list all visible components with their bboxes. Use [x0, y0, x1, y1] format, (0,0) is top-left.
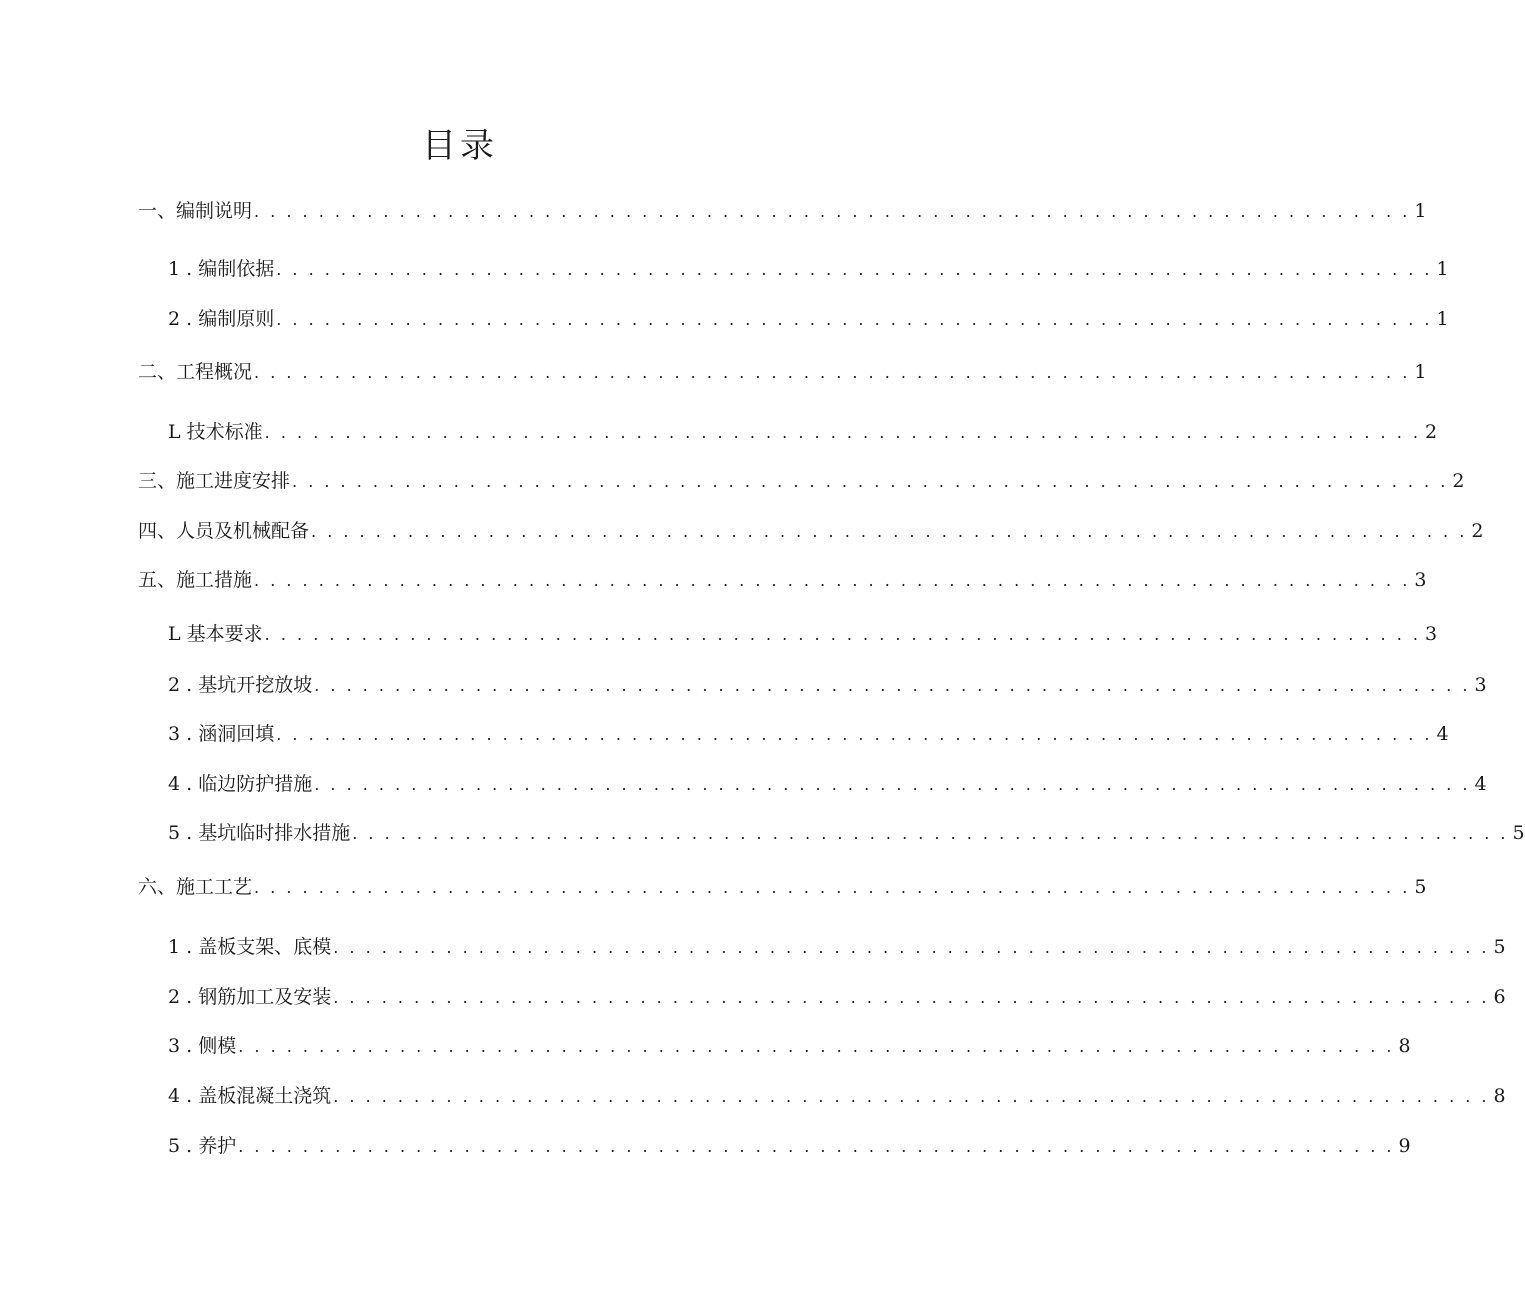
toc-leader: . . . . . . . . . . . . . . . . . . . . . . . . . . . . . . . . . . . . . . . . . . . . . . . . . . . . . . . . . . . . . . . . . . . . . . . .: [254, 202, 1411, 221]
toc-leader: . . . . . . . . . . . . . . . . . . . . . . . . . . . . . . . . . . . . . . . . . . . . . . . . . . . . . . . . . . . . . . . . . . . . . . . .: [276, 725, 1433, 744]
toc-entry-page: 5: [1493, 936, 1506, 958]
toc-entry-label: 一、编制说明: [138, 200, 253, 222]
toc-entry[interactable]: [138, 870, 1427, 898]
toc-entry[interactable]: [168, 252, 1449, 280]
toc-entry-label: 2 . 钢筋加工及安装: [168, 986, 332, 1008]
toc-leader: . . . . . . . . . . . . . . . . . . . . . . . . . . . . . . . . . . . . . . . . . . . . . . . . . . . . . . . . . . . . . . . . . . . . . . . .: [254, 571, 1411, 590]
toc-entry[interactable]: [168, 617, 1438, 645]
toc-entry-label: 5 . 基坑临时排水措施: [168, 822, 351, 844]
toc-leader: . . . . . . . . . . . . . . . . . . . . . . . . . . . . . . . . . . . . . . . . . . . . . . . . . . . . . . . . . . . . . . . . . . . . . . . .: [333, 938, 1490, 957]
toc-entry-label: 六、施工工艺: [138, 876, 253, 898]
toc-leader: . . . . . . . . . . . . . . . . . . . . . . . . . . . . . . . . . . . . . . . . . . . . . . . . . . . . . . . . . . . . . . . . . . . . . . . .: [352, 824, 1509, 843]
toc-entry[interactable]: [168, 302, 1449, 330]
toc-entry-page: 3: [1424, 623, 1438, 645]
toc-entry-label: 3 . 涵洞回填: [168, 723, 275, 745]
toc-entry-page: 1: [1436, 308, 1449, 330]
toc-leader: . . . . . . . . . . . . . . . . . . . . . . . . . . . . . . . . . . . . . . . . . . . . . . . . . . . . . . . . . . . . . . . . . . . . . . . .: [276, 260, 1433, 279]
toc-entry-label: 三、施工进度安排: [138, 470, 291, 492]
toc-entry-label: 四、人员及机械配备: [138, 520, 310, 542]
toc-entry-page: 6: [1493, 986, 1506, 1008]
toc-entry[interactable]: [168, 980, 1506, 1008]
toc-entry[interactable]: [168, 668, 1487, 696]
toc-entry-label: 1 . 编制依据: [168, 258, 275, 280]
toc-entry[interactable]: [168, 930, 1506, 958]
toc-entry-page: 4: [1474, 773, 1487, 795]
toc-leader: . . . . . . . . . . . . . . . . . . . . . . . . . . . . . . . . . . . . . . . . . . . . . . . . . . . . . . . . . . . . . . . . . . . . . . . .: [254, 363, 1411, 382]
toc-entry[interactable]: [138, 464, 1465, 492]
page-title: 目录: [422, 126, 498, 166]
toc-entry-label: L 基本要求: [168, 623, 263, 645]
toc-entry-label: 五、施工措施: [138, 569, 253, 591]
toc-entry-page: 1: [1436, 258, 1449, 280]
toc-entry[interactable]: [168, 415, 1438, 443]
toc-entry-page: 1: [1414, 361, 1427, 383]
toc-entry[interactable]: [168, 1029, 1411, 1057]
toc-entry-page: 5: [1512, 822, 1525, 844]
toc-entry[interactable]: [138, 194, 1427, 222]
toc-entry-label: 二、工程概况: [138, 361, 253, 383]
toc-leader: . . . . . . . . . . . . . . . . . . . . . . . . . . . . . . . . . . . . . . . . . . . . . . . . . . . . . . . . . . . . . . . . . . . . . . . .: [254, 878, 1411, 897]
toc-entry-label: 2 . 基坑开挖放坡: [168, 674, 313, 696]
toc-leader: . . . . . . . . . . . . . . . . . . . . . . . . . . . . . . . . . . . . . . . . . . . . . . . . . . . . . . . . . . . . . . . . . . . . . . . .: [264, 625, 1421, 644]
toc-leader: . . . . . . . . . . . . . . . . . . . . . . . . . . . . . . . . . . . . . . . . . . . . . . . . . . . . . . . . . . . . . . . . . . . . . . . .: [311, 522, 1468, 541]
toc-entry[interactable]: [168, 1079, 1506, 1107]
toc-entry[interactable]: [168, 816, 1525, 844]
toc-entry-page: 8: [1493, 1085, 1506, 1107]
toc-entry[interactable]: [138, 355, 1427, 383]
toc-entry-label: 1 . 盖板支架、底模: [168, 936, 332, 958]
toc-entry-page: 3: [1474, 674, 1487, 696]
toc-leader: . . . . . . . . . . . . . . . . . . . . . . . . . . . . . . . . . . . . . . . . . . . . . . . . . . . . . . . . . . . . . . . . . . . . . . . .: [333, 1087, 1490, 1106]
toc-entry[interactable]: [168, 717, 1449, 745]
toc-leader: . . . . . . . . . . . . . . . . . . . . . . . . . . . . . . . . . . . . . . . . . . . . . . . . . . . . . . . . . . . . . . . . . . . . . . . .: [292, 472, 1449, 491]
toc-leader: . . . . . . . . . . . . . . . . . . . . . . . . . . . . . . . . . . . . . . . . . . . . . . . . . . . . . . . . . . . . . . . . . . . . . . . .: [238, 1137, 1395, 1156]
toc-leader: . . . . . . . . . . . . . . . . . . . . . . . . . . . . . . . . . . . . . . . . . . . . . . . . . . . . . . . . . . . . . . . . . . . . . . . .: [264, 423, 1421, 442]
toc-entry-page: 4: [1436, 723, 1449, 745]
toc-entry-label: 3 . 侧模: [168, 1035, 237, 1057]
toc-entry-label: 2 . 编制原则: [168, 308, 275, 330]
toc-entry-page: 3: [1414, 569, 1427, 591]
toc-entry-page: 2: [1452, 470, 1465, 492]
toc-leader: . . . . . . . . . . . . . . . . . . . . . . . . . . . . . . . . . . . . . . . . . . . . . . . . . . . . . . . . . . . . . . . . . . . . . . . .: [238, 1037, 1395, 1056]
toc-entry[interactable]: [138, 514, 1484, 542]
toc-entry-label: 5 . 养护: [168, 1135, 237, 1157]
toc-leader: . . . . . . . . . . . . . . . . . . . . . . . . . . . . . . . . . . . . . . . . . . . . . . . . . . . . . . . . . . . . . . . . . . . . . . . .: [276, 310, 1433, 329]
toc-entry[interactable]: [168, 1129, 1411, 1157]
toc-entry[interactable]: [168, 767, 1487, 795]
toc-entry[interactable]: [138, 563, 1427, 591]
toc-entry-label: 4 . 临边防护措施: [168, 773, 313, 795]
toc-entry-page: 2: [1424, 421, 1438, 443]
toc-entry-page: 5: [1414, 876, 1427, 898]
toc-leader: . . . . . . . . . . . . . . . . . . . . . . . . . . . . . . . . . . . . . . . . . . . . . . . . . . . . . . . . . . . . . . . . . . . . . . . .: [314, 676, 1471, 695]
toc-entry-label: L 技术标准: [168, 421, 263, 443]
toc-entry-page: 8: [1398, 1035, 1411, 1057]
toc-entry-page: 9: [1398, 1135, 1411, 1157]
toc-entry-page: 2: [1471, 520, 1484, 542]
toc-leader: . . . . . . . . . . . . . . . . . . . . . . . . . . . . . . . . . . . . . . . . . . . . . . . . . . . . . . . . . . . . . . . . . . . . . . . .: [314, 775, 1471, 794]
toc-leader: . . . . . . . . . . . . . . . . . . . . . . . . . . . . . . . . . . . . . . . . . . . . . . . . . . . . . . . . . . . . . . . . . . . . . . . .: [333, 988, 1490, 1007]
toc-entry-page: 1: [1414, 200, 1427, 222]
toc-entry-label: 4 . 盖板混凝土浇筑: [168, 1085, 332, 1107]
